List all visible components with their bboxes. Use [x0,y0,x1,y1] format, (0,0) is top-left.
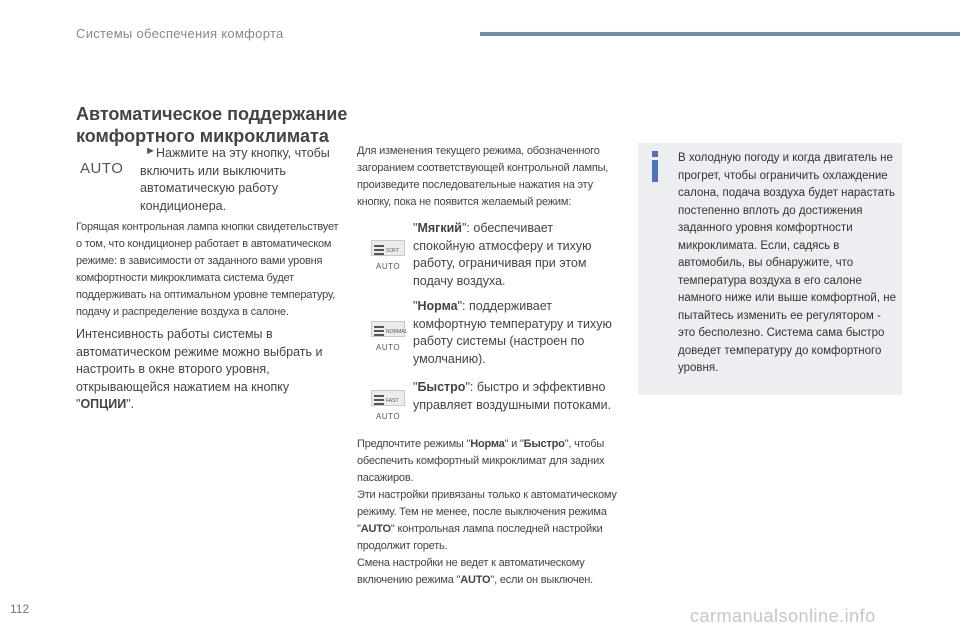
soft-mode-description [413,220,613,290]
lamp-paragraph: Горящая контрольная лампа кнопки свидетельствует о том, что кондиционер работает в автоматическом режиме: в зависимости от заданного вами уровня комфортности микроклимата система будет поддерживать на оптимальном уровне температуру, подачу и распределение воздуха в салоне. [76,221,339,318]
watermark: carmanualsonline.info [690,606,876,626]
soft-mode-rest: ": обеспечивает спокойную атмосферу и тихую работу, ограничивая при этом подачу воздуха. [413,221,592,288]
fast-mode-icon [366,386,406,426]
preference-first [357,436,627,487]
preference-third [357,555,627,589]
section-title-line1: Автоматическое поддержание [76,104,348,124]
intensity-paragraph [76,326,326,414]
normal-mode-auto-label: AUTO [376,343,401,352]
soft-mode-icon [366,236,406,276]
arrow-bullet-icon: ► [145,145,156,157]
fast-mode-button-shape [371,390,405,406]
normal-mode-description [413,298,613,368]
running-header: Системы обеспечения комфорта [76,26,284,41]
normal-mode-icon [366,317,406,357]
intensity-text: Интенсивность работы системы в автоматическом режиме можно выбрать и настроить в окне второго уровня, открывающейся нажатием на кнопку [76,327,323,394]
fast-mode-rest: ": быстро и эффективно управляет воздушными потоками. [413,380,612,412]
change-mode-paragraph: Для изменения текущего режима, обозначенного загоранием соответствующей контрольной лампы, произведите последовательные нажатия на эту кнопку, пока не появится желаемый режим: [357,145,609,208]
soft-quote-open: " [413,221,418,235]
pref-part7: ", если он выключен. [490,574,594,586]
pref-part1: Предпочтите режимы " [357,438,471,450]
info-text: В холодную погоду и когда двигатель не прогрет, чтобы ограничить охлаждение салона, подача воздуха будет нарастать постепенно вплоть до достижения заданного уровня комфортности микроклимата. Если, садясь в автомобиль, вы обнаружите, что температура воздуха в его салоне намного ниже или выше комфортной, не пытайтесь изменить ее регулятором - это бесполезно. Система сама быстро доведет температуру до комфортного уровня. [678,152,896,374]
normal-mode-button-shape [371,321,408,337]
soft-mode-name: Мягкий [417,221,462,235]
info-icon [648,151,662,183]
pref-part3: ", чтобы обеспечить комфортный микроклимат для задних пасажиров. [357,438,605,484]
pref-part4: Эти настройки привязаны только к автоматическому режиму. Тем не менее, после выключения режима " [357,489,617,535]
intensity-quote-open: " [76,397,81,411]
pref-part5: " контрольная лампа последней настройки продолжит гореть. [357,523,603,552]
pref-auto2: AUTO [460,574,491,586]
header-accent-bar [480,32,960,36]
soft-mode-button-shape [371,240,405,256]
normal-quote-open: " [413,299,418,313]
fast-quote-open: " [413,380,418,394]
fast-mode-auto-label: AUTO [376,412,401,421]
pref-mode-normal: Норма [470,438,505,450]
fast-mode-description [413,379,613,414]
preference-paragraph [357,436,627,589]
pref-part2: " и " [504,438,524,450]
normal-mode-rest: ": поддерживает комфортную температуру и тихую работу системы (настроен по умолчанию). [413,299,612,366]
intensity-quote-close: ". [126,397,135,411]
page-number: 112 [10,602,30,616]
auto-button-label: AUTO [80,160,124,177]
section-title-line2: комфортного микроклимата [76,126,329,146]
section-title [76,103,356,147]
fast-mode-tag: FAST [386,398,399,404]
normal-mode-tag: NORMAL [386,329,408,335]
preference-second [357,487,627,555]
pref-part6: Смена настройки не ведет к автоматическому включению режима " [357,557,585,586]
normal-mode-name: Норма [417,299,458,313]
soft-mode-auto-label: AUTO [376,262,401,271]
auto-instruction-text: Нажмите на эту кнопку, чтобы включить или выключить автоматическую работу кондиционера. [140,146,330,213]
fast-mode-name: Быстро [417,380,466,394]
pref-auto1: AUTO [360,523,391,535]
options-keyword: ОПЦИИ [80,397,127,411]
auto-instruction [140,145,350,215]
soft-mode-tag: SOFT [386,248,400,254]
pref-mode-fast: Быстро [523,438,565,450]
